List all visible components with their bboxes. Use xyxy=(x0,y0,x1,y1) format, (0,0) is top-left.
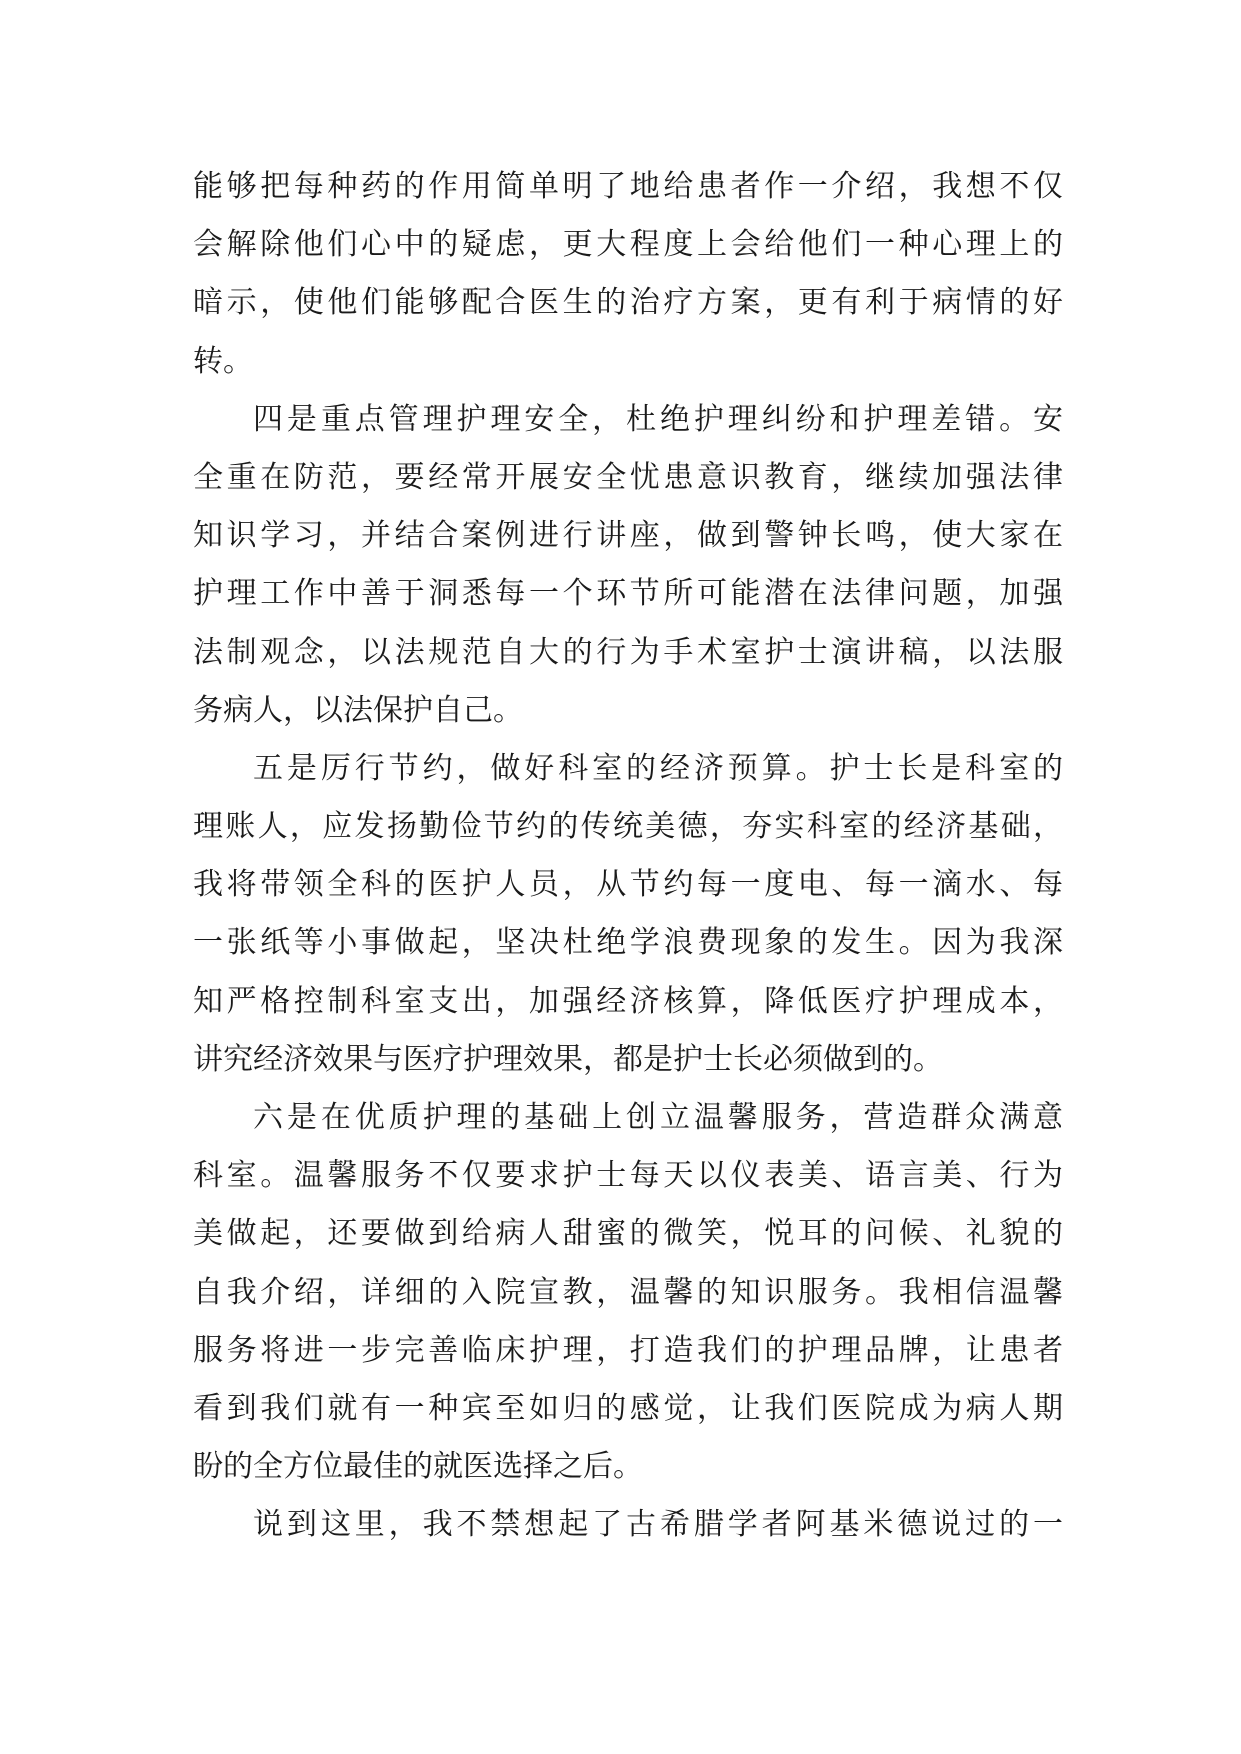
text-line: 转。 xyxy=(193,343,253,379)
text-line: 法制观念，以法规范自大的行为手术室护士演讲稿，以法服 xyxy=(193,634,1063,670)
text-line: 科室。温馨服务不仅要求护士每天以仪表美、语言美、行为 xyxy=(193,1158,1063,1194)
text-line: 知严格控制科室支出，加强经济核算，降低医疗护理成本， xyxy=(193,983,1063,1019)
text-line: 五是厉行节约，做好科室的经济预算。护士长是科室的 xyxy=(253,750,1063,786)
text-line: 能够把每种药的作用简单明了地给患者作一介绍，我想不仅 xyxy=(193,169,1063,204)
text-line: 美做起，还要做到给病人甜蜜的微笑，悦耳的问候、礼貌的 xyxy=(193,1216,1063,1252)
text-line: 务病人，以法保护自己。 xyxy=(193,692,523,728)
text-line: 一张纸等小事做起，坚决杜绝学浪费现象的发生。因为我深 xyxy=(193,925,1063,961)
text-line: 暗示，使他们能够配合医生的治疗方案，更有利于病情的好 xyxy=(193,285,1063,321)
text-line: 知识学习，并结合案例进行讲座，做到警钟长鸣，使大家在 xyxy=(193,518,1063,554)
text-line: 看到我们就有一种宾至如归的感觉，让我们医院成为病人期 xyxy=(193,1390,1063,1426)
text-line: 全重在防范，要经常开展安全忧患意识教育，继续加强法律 xyxy=(193,459,1063,495)
text-line: 自我介绍，详细的入院宣教，温馨的知识服务。我相信温馨 xyxy=(193,1274,1063,1310)
text-line: 六是在优质护理的基础上创立温馨服务，营造群众满意 xyxy=(253,1100,1063,1135)
text-line: 理账人，应发扬勤俭节约的传统美德，夯实科室的经济基础， xyxy=(193,809,1063,845)
text-line: 服务将进一步完善临床护理，打造我们的护理品牌，让患者 xyxy=(193,1332,1063,1368)
text-line: 盼的全方位最佳的就医选择之后。 xyxy=(193,1449,643,1485)
text-line: 说到这里，我不禁想起了古希腊学者阿基米德说过的一 xyxy=(253,1507,1063,1543)
text-line: 我将带领全科的医护人员，从节约每一度电、每一滴水、每 xyxy=(193,867,1063,903)
text-line: 讲究经济效果与医疗护理效果，都是护士长必须做到的。 xyxy=(193,1041,943,1077)
text-line: 会解除他们心中的疑虑，更大程度上会给他们一种心理上的 xyxy=(193,227,1063,263)
body-text xyxy=(193,158,1063,1555)
text-line: 护理工作中善于洞悉每一个环节所可能潜在法律问题，加强 xyxy=(193,576,1063,612)
text-line: 四是重点管理护理安全，杜绝护理纠纷和护理差错。安 xyxy=(253,401,1063,437)
